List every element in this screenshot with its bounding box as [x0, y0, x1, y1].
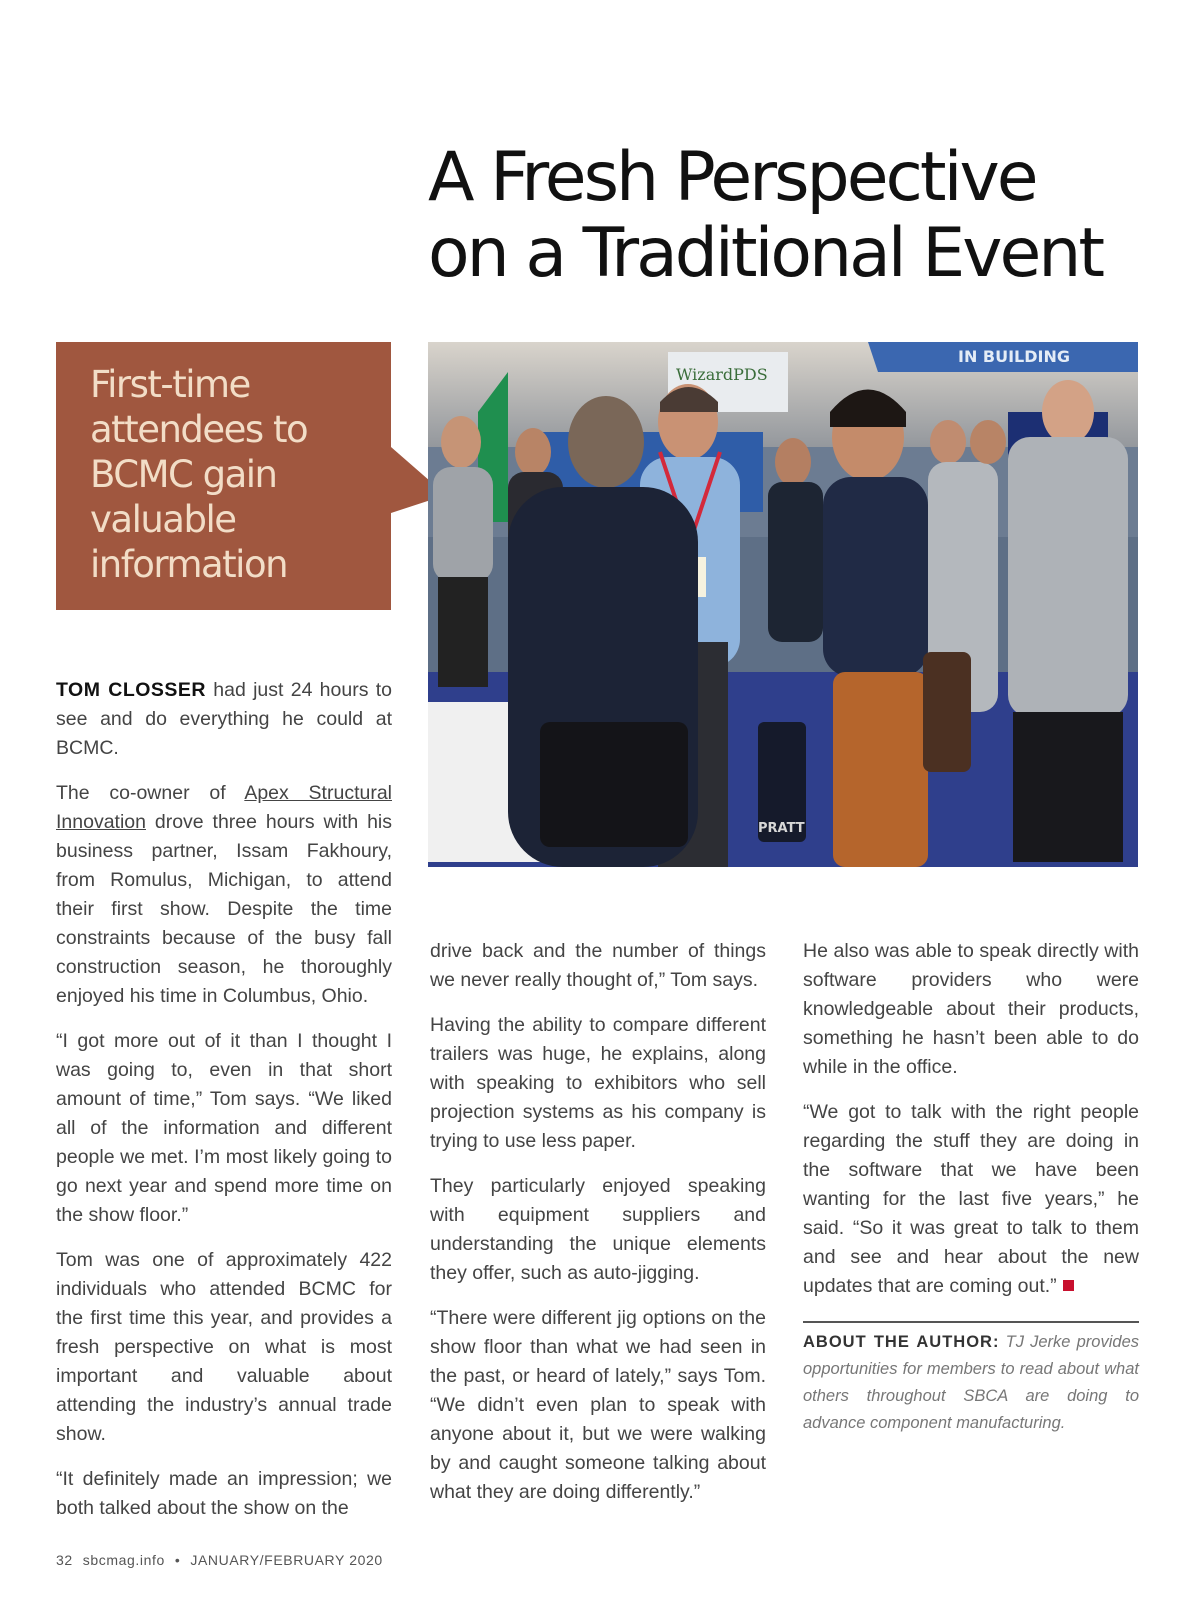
- lead-name: TOM CLOSSER: [56, 679, 207, 701]
- paragraph-text: “We got to talk with the right people regarding the stuff they are doing in the software that we have been wanting for the last five years,” he said. “So it was great to talk to them and see and hear about the new updates that are coming out.”: [803, 1101, 1139, 1297]
- paragraph: Tom was one of approximately 422 individuals who attended BCMC for the first time this year, and provides a fresh perspective on what is most important and valuable about attending the industry’s annual trade show.: [56, 1249, 392, 1445]
- pull-quote-line: information: [90, 543, 288, 586]
- paragraph-text: drove three hours with his business partner, Issam Fakhoury, from Romulus, Michigan, to attend their first show. Despite the time constraints because of the busy fall construction season, he thoroughly enjoyed his time in Columbus, Ohio.: [56, 811, 392, 1007]
- author-label: ABOUT THE AUTHOR:: [803, 1333, 1000, 1351]
- paragraph: They particularly enjoyed speaking with equipment suppliers and understanding the unique elements they offer, such as auto-jigging.: [430, 1175, 766, 1284]
- pull-quote-line: First-time: [90, 363, 250, 406]
- pull-quote-line: valuable: [90, 498, 236, 541]
- page-footer: [56, 1552, 393, 1568]
- column-2: [430, 937, 766, 1523]
- paragraph-text: The co-owner of: [56, 782, 245, 804]
- about-the-author: [803, 1321, 1139, 1437]
- column-1: [56, 676, 392, 1539]
- paragraph: “It definitely made an impression; we both talked about the show on the: [56, 1468, 392, 1519]
- paragraph: drive back and the number of things we never really thought of,” Tom says.: [430, 940, 766, 991]
- banner-text: IN BUILDING: [958, 347, 1071, 366]
- pull-quote-line: BCMC gain: [90, 453, 277, 496]
- title-line-2: on a Traditional Event: [428, 214, 1103, 293]
- article-title: [428, 140, 1168, 292]
- booth-sign-text: WizardPDS: [676, 365, 768, 384]
- pull-quote-line: attendees to: [90, 408, 308, 451]
- pull-quote-box: [56, 342, 391, 610]
- paragraph: “I got more out of it than I thought I was going to, even in that short amount of time,” Tom says. “We liked all of the information and different people we met. I’m most likely going to go next year and spend more time on the show floor.”: [56, 1030, 392, 1226]
- page-number: 32: [56, 1552, 73, 1568]
- author-bio: TJ Jerke provides opportunities for members to read about what others throughout SBCA are doing to advance component manufacturing.: [803, 1333, 1139, 1432]
- paragraph: [56, 779, 392, 1011]
- end-of-article-icon: [1063, 1280, 1074, 1291]
- paragraph: “There were different jig options on the show floor than what we had seen in the past, or heard of lately,” says Tom. “We didn’t even plan to speak with anyone about it, but we were walking by and caught someone talking about what they are doing differently.”: [430, 1307, 766, 1503]
- bag-badge-text: PRATT: [758, 821, 805, 836]
- trade-show-photo: [428, 342, 1138, 867]
- pull-quote-text: [90, 362, 380, 587]
- title-line-1: A Fresh Perspective: [428, 138, 1036, 217]
- company-link[interactable]: Apex Structural Innovation: [56, 782, 392, 833]
- column-3: [803, 937, 1139, 1437]
- paragraph: Having the ability to compare different trailers was huge, he explains, along with speaking to exhibitors who sell projection systems as his company is trying to use less paper.: [430, 1014, 766, 1152]
- paragraph: He also was able to speak directly with software providers who were knowledgeable about their products, something he hasn’t been able to do while in the office.: [803, 940, 1139, 1078]
- paragraph: [803, 1098, 1139, 1301]
- paragraph-text: had just 24 hours to see and do everything he could at BCMC.: [56, 679, 392, 759]
- site-url: sbcmag.info: [82, 1552, 165, 1568]
- footer-separator: •: [174, 1552, 181, 1568]
- issue-date: JANUARY/FEBRUARY 2020: [190, 1552, 383, 1568]
- paragraph: [56, 676, 392, 763]
